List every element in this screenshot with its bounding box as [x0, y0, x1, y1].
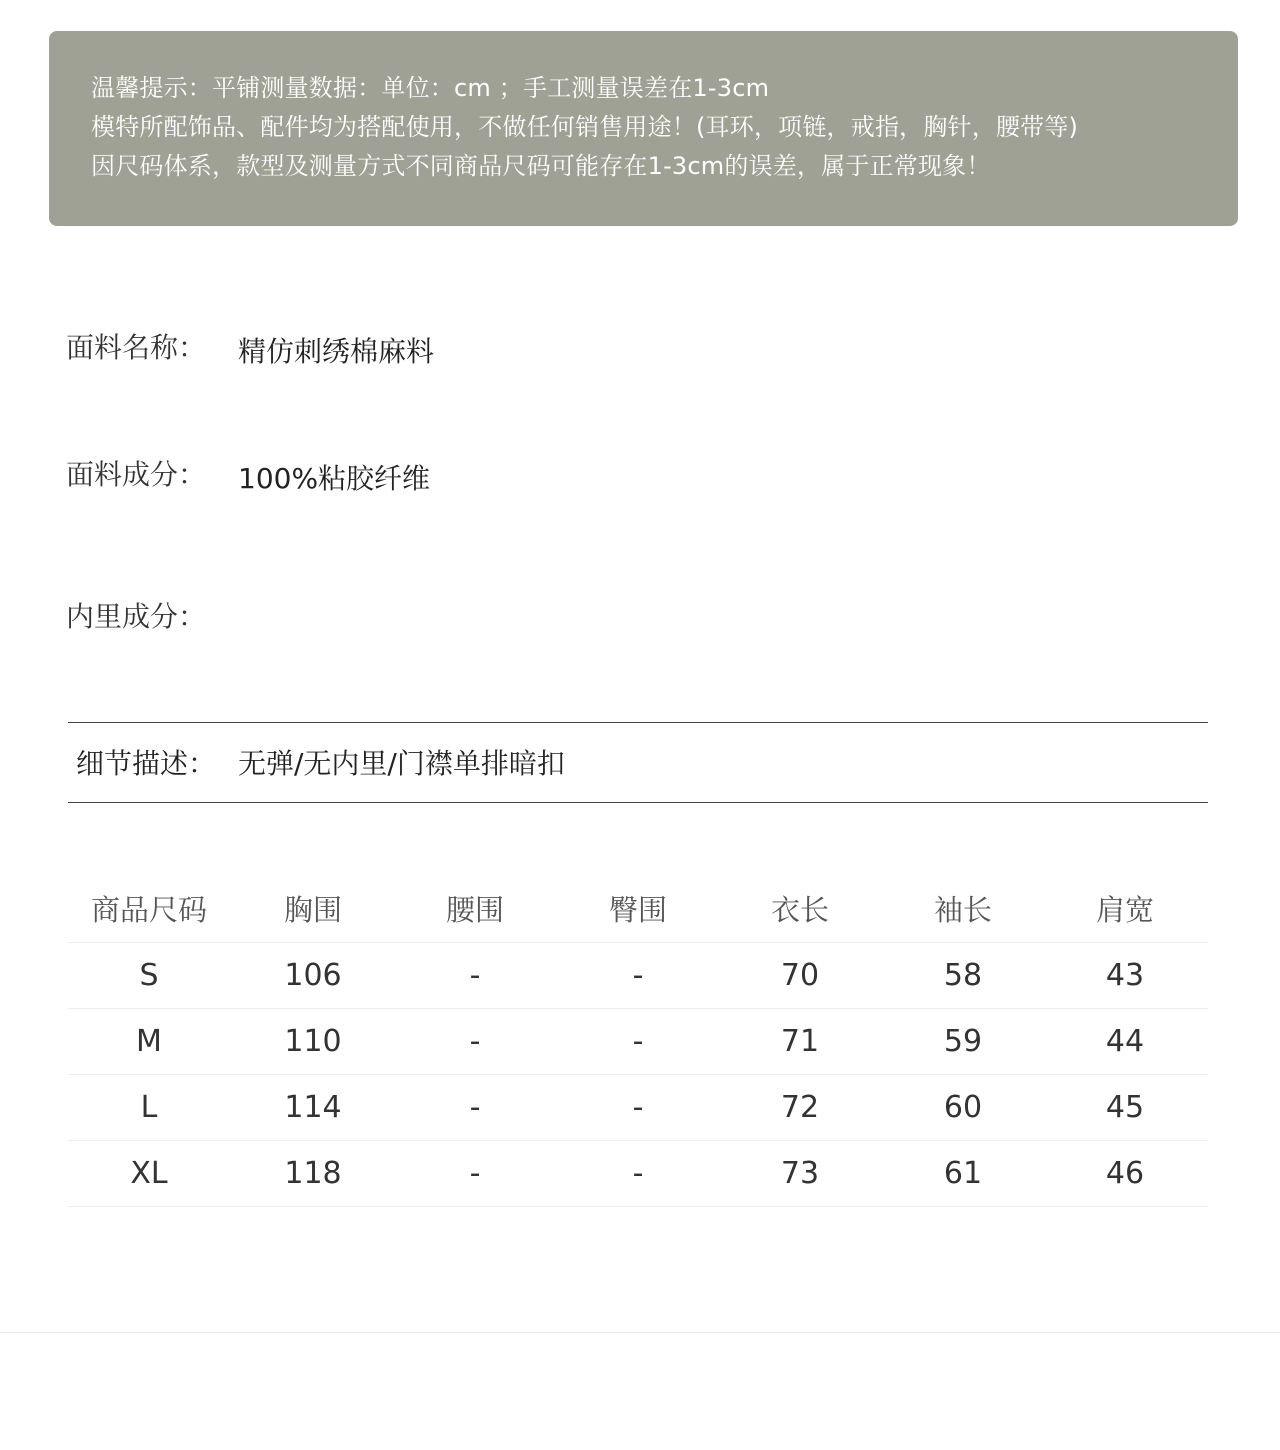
table-row: [68, 1009, 1208, 1075]
fabric-composition-label: 面料成分：: [66, 458, 207, 491]
table-cell: 70: [780, 958, 820, 993]
table-cell: XL: [130, 1156, 168, 1191]
table-cell: S: [139, 958, 159, 993]
table-cell: -: [469, 1156, 481, 1191]
table-cell: 73: [780, 1156, 820, 1191]
header-cell-shoulder: 肩宽: [1095, 893, 1154, 927]
notice-banner: [49, 31, 1238, 226]
table-cell: 71: [780, 1024, 820, 1059]
table-cell: 44: [1105, 1024, 1145, 1059]
header-cell-size: 商品尺码: [90, 893, 207, 927]
table-cell: 58: [943, 958, 983, 993]
table-row: [68, 943, 1208, 1009]
page-bottom-divider: [0, 1332, 1280, 1333]
table-cell: 45: [1105, 1090, 1145, 1125]
lining-composition-label: 内里成分：: [66, 600, 207, 633]
header-cell-hip: 臀围: [608, 893, 667, 927]
header-cell-chest: 胸围: [283, 893, 342, 927]
table-cell: 110: [284, 1024, 342, 1059]
table-cell: 61: [943, 1156, 983, 1191]
divider-bottom: [68, 802, 1208, 803]
table-row: [68, 1141, 1208, 1207]
table-cell: 106: [284, 958, 342, 993]
table-cell: 43: [1105, 958, 1145, 993]
table-cell: -: [469, 1024, 481, 1059]
table-cell: 46: [1105, 1156, 1145, 1191]
table-cell: -: [632, 1024, 644, 1059]
divider-top: [68, 722, 1208, 723]
table-cell: 59: [943, 1024, 983, 1059]
detail-value: 无弹/无内里/门襟单排暗扣: [238, 747, 565, 780]
table-cell: M: [136, 1024, 162, 1059]
table-cell: -: [632, 1090, 644, 1125]
table-cell: -: [469, 1090, 481, 1125]
table-cell: -: [469, 958, 481, 993]
detail-row: [76, 742, 565, 782]
table-cell: 60: [943, 1090, 983, 1125]
fabric-name-value: 精仿刺绣棉麻料: [238, 335, 435, 368]
table-cell: 72: [780, 1090, 820, 1125]
header-cell-sleeve: 袖长: [933, 893, 992, 927]
notice-line: 温馨提示：平铺测量数据：单位：cm ；手工测量误差在1-3cm: [91, 74, 770, 102]
table-cell: L: [140, 1090, 158, 1125]
table-row: [68, 1075, 1208, 1141]
notice-line: 因尺码体系，款型及测量方式不同商品尺码可能存在1-3cm的误差，属于正常现象！: [91, 152, 991, 180]
fabric-composition-value: 100%粘胶纤维: [238, 462, 431, 495]
detail-label: 细节描述：: [76, 747, 217, 780]
fabric-name-label: 面料名称：: [66, 331, 207, 364]
table-header-row: [68, 878, 1208, 943]
table-cell: -: [632, 958, 644, 993]
table-cell: 118: [284, 1156, 342, 1191]
table-cell: 114: [284, 1090, 342, 1125]
table-cell: -: [632, 1156, 644, 1191]
header-cell-length: 衣长: [770, 893, 829, 927]
header-cell-waist: 腰围: [445, 893, 504, 927]
notice-line: 模特所配饰品、配件均为搭配使用，不做任何销售用途！(耳环，项链，戒指，胸针，腰带等): [91, 113, 1079, 141]
size-table: [68, 878, 1208, 1207]
